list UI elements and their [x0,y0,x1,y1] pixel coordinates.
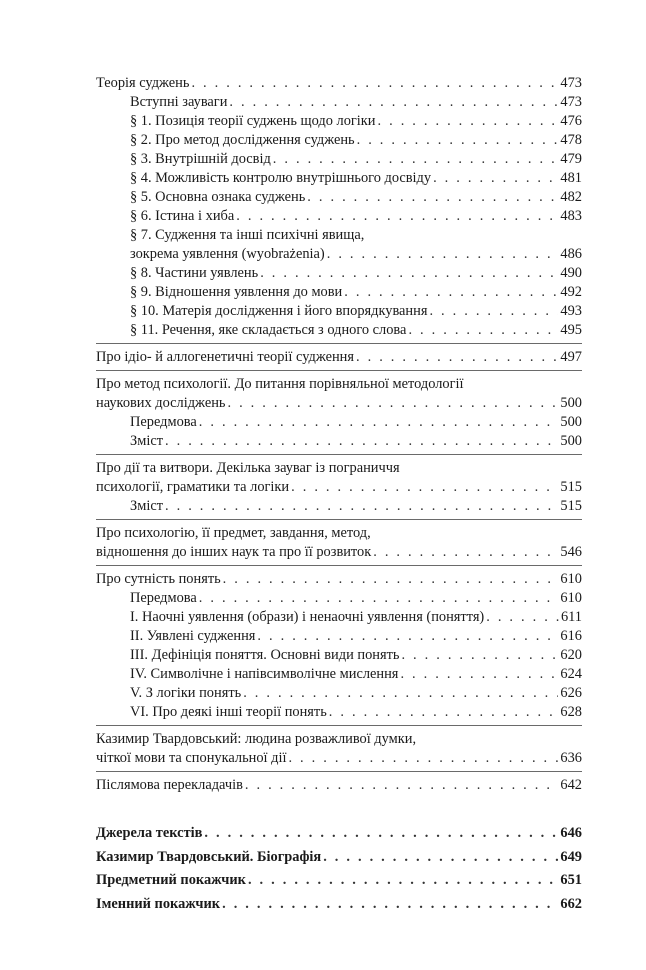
toc-entry[interactable] [96,684,582,703]
toc-entry[interactable] [96,497,582,516]
toc-entry-title: Зміст [130,433,163,449]
toc-entry-title: § 3. Внутрішній досвід [130,151,271,167]
toc-page-number: 616 [560,628,582,644]
toc-page-number: 473 [560,75,582,91]
toc-entry-title: І. Наочні уявлення (образи) і ненаочні уявлення (поняття) [130,609,485,625]
toc-entry[interactable] [96,413,582,432]
toc-entry-title: Післямова перекладачів [96,777,243,793]
toc-entry[interactable] [96,321,582,340]
toc-page-number: 483 [560,208,582,224]
table-of-contents [96,74,582,916]
toc-entry[interactable] [96,608,582,627]
toc-entry-title: ІІІ. Дефініція поняття. Основні види понять [130,647,400,663]
toc-page-number: 662 [560,895,582,912]
toc-entry-title: § 4. Можливість контролю внутрішнього досвіду [130,170,432,186]
toc-entry-title-line: Про дії та витвори. Декілька зауваг із пограниччя [96,460,400,476]
toc-page-number: 476 [560,113,582,129]
toc-entry-title: § 2. Про метод дослідження суджень [130,132,355,148]
toc-entry[interactable] [96,188,582,207]
toc-page-number: 651 [560,872,582,888]
toc-group [96,459,582,520]
toc-page-number: 610 [560,590,582,606]
toc-entry-title: Казимир Твардовський. Біографія [96,848,322,865]
toc-page-number: 646 [560,825,582,841]
toc-entry-title-line: § 7. Судження та інші психічні явища, [130,227,365,243]
toc-entry-title: психології, граматики та логіки [96,479,290,495]
toc-entry-title: чіткої мови та спонукальної дії [96,750,287,766]
dot-leader [429,302,558,321]
toc-entry[interactable] [96,776,582,795]
toc-entry[interactable] [96,822,582,846]
toc-entry[interactable] [96,589,582,608]
toc-group [96,348,582,371]
toc-entry[interactable] [96,207,582,226]
toc-page-number: 636 [560,750,582,766]
toc-page-number: 649 [560,848,582,865]
dot-leader [191,74,558,93]
toc-entry-title: Зміст [130,498,163,514]
toc-entry[interactable] [96,264,582,283]
toc-entry-title: зокрема уявлення (wyobrażenia) [130,246,325,262]
toc-entry-title: Про сутність понять [96,571,221,587]
dot-leader [257,627,558,646]
toc-entry-title: Передмова [130,414,197,430]
toc-page-number: 610 [560,571,582,587]
dot-leader [165,432,558,451]
toc-entry[interactable] [96,375,582,413]
dot-leader [400,665,558,684]
dot-leader [245,776,559,795]
dot-leader [373,543,558,562]
toc-entry-title: § 10. Матерія дослідження і його впорядкування [130,303,428,319]
dot-leader [329,703,559,722]
toc-entry-title: наукових досліджень [96,395,226,411]
toc-entry-title-line: Про метод психології. До питання порівняльної методології [96,376,464,392]
dot-leader [223,570,559,589]
toc-page-number: 497 [560,349,582,365]
dot-leader [378,112,559,131]
toc-appendix-section [96,822,582,916]
dot-leader [288,749,558,768]
toc-page-number: 479 [560,151,582,167]
dot-leader [273,150,559,169]
toc-entry[interactable] [96,730,582,768]
toc-page-number: 490 [560,265,582,281]
dot-leader [222,893,558,917]
toc-page-number: 500 [560,414,582,430]
dot-leader [165,497,558,516]
toc-page-number: 482 [560,189,582,205]
toc-page-number: 481 [560,170,582,186]
toc-entry[interactable] [96,93,582,112]
dot-leader [243,684,558,703]
toc-entry-title-line: Казимир Твардовський: людина розважливої думки, [96,731,417,747]
toc-entry-title: Вступні зауваги [130,94,228,110]
toc-entry[interactable] [96,627,582,646]
toc-entry[interactable] [96,570,582,589]
toc-entry-title: Джерела текстів [96,825,203,841]
toc-group [96,524,582,566]
toc-page-number: 493 [560,303,582,319]
toc-entry[interactable] [96,302,582,321]
toc-entry-title: IV. Символічне і напівсимволічне мислення [130,666,399,682]
toc-entry-title: § 6. Істина і хиба [130,208,235,224]
toc-entry[interactable] [96,283,582,302]
toc-entry[interactable] [96,665,582,684]
toc-page-number: 478 [560,132,582,148]
dot-leader [344,283,558,302]
toc-entry[interactable] [96,112,582,131]
toc-entry-title: § 9. Відношення уявлення до мови [130,284,343,300]
toc-entry[interactable] [96,348,582,367]
toc-entry[interactable] [96,646,582,665]
dot-leader [486,608,559,627]
toc-entry-title: Теорія суджень [96,75,190,91]
toc-entry[interactable] [96,703,582,722]
toc-page-number: 620 [560,647,582,663]
toc-group [96,74,582,344]
toc-page-number: 515 [560,479,582,495]
toc-group [96,730,582,772]
dot-leader [433,169,558,188]
toc-page-number: 628 [560,704,582,720]
toc-entry-title: § 5. Основна ознака суджень [130,189,306,205]
toc-entry-title: § 8. Частини уявлень [130,265,259,281]
toc-entry[interactable] [96,74,582,93]
toc-entry-title: V. З логіки понять [130,685,242,701]
toc-entry-title: § 11. Речення, яке складається з одного слова [130,322,407,338]
toc-entry-title: відношення до інших наук та про її розвиток [96,544,372,560]
toc-entry[interactable] [96,226,582,264]
toc-entry[interactable] [96,459,582,497]
toc-page-number: 486 [560,246,582,262]
toc-entry-title-line: Про психологію, її предмет, завдання, метод, [96,525,371,541]
dot-leader [356,348,558,367]
toc-entry[interactable] [96,524,582,562]
toc-page-number: 611 [560,609,582,625]
toc-page-number: 624 [560,666,582,682]
toc-entry[interactable] [96,150,582,169]
dot-leader [327,245,559,264]
toc-page-number: 500 [560,433,582,449]
dot-leader [357,131,559,150]
dot-leader [229,93,558,112]
dot-leader [204,822,558,846]
toc-entry-title: Предметний покажчик [96,872,246,888]
toc-entry-title: § 1. Позиція теорії суджень щодо логіки [130,113,376,129]
dot-leader [401,646,558,665]
dot-leader [260,264,558,283]
toc-page-number: 500 [560,395,582,411]
toc-entry-title: Іменний покажчик [96,895,221,912]
dot-leader [323,846,558,870]
dot-leader [227,394,558,413]
toc-entry[interactable] [96,131,582,150]
dot-leader [199,589,559,608]
dot-leader [248,869,558,893]
dot-leader [236,207,558,226]
toc-entry[interactable] [96,869,582,893]
toc-page-number: 546 [560,544,582,560]
toc-entry[interactable] [96,432,582,451]
toc-entry[interactable] [96,893,582,917]
toc-page-number: 642 [560,777,582,793]
toc-group [96,570,582,726]
toc-group [96,375,582,455]
dot-leader [199,413,559,432]
toc-entry-title: VI. Про деякі інші теорії понять [130,704,327,720]
toc-page-number: 515 [560,498,582,514]
toc-entry[interactable] [96,846,582,870]
toc-page-number: 473 [560,94,582,110]
toc-entry[interactable] [96,169,582,188]
dot-leader [307,188,558,207]
toc-page-number: 495 [560,322,582,338]
toc-page-number: 492 [560,284,582,300]
dot-leader [408,321,558,340]
toc-page-number: 626 [560,685,582,701]
toc-entry-title: ІІ. Уявлені судження [130,628,256,644]
dot-leader [291,478,558,497]
toc-entry-title: Про ідіо- й аллогенетичні теорії судження [96,349,354,365]
toc-group [96,776,582,798]
toc-entry-title: Передмова [130,590,197,606]
